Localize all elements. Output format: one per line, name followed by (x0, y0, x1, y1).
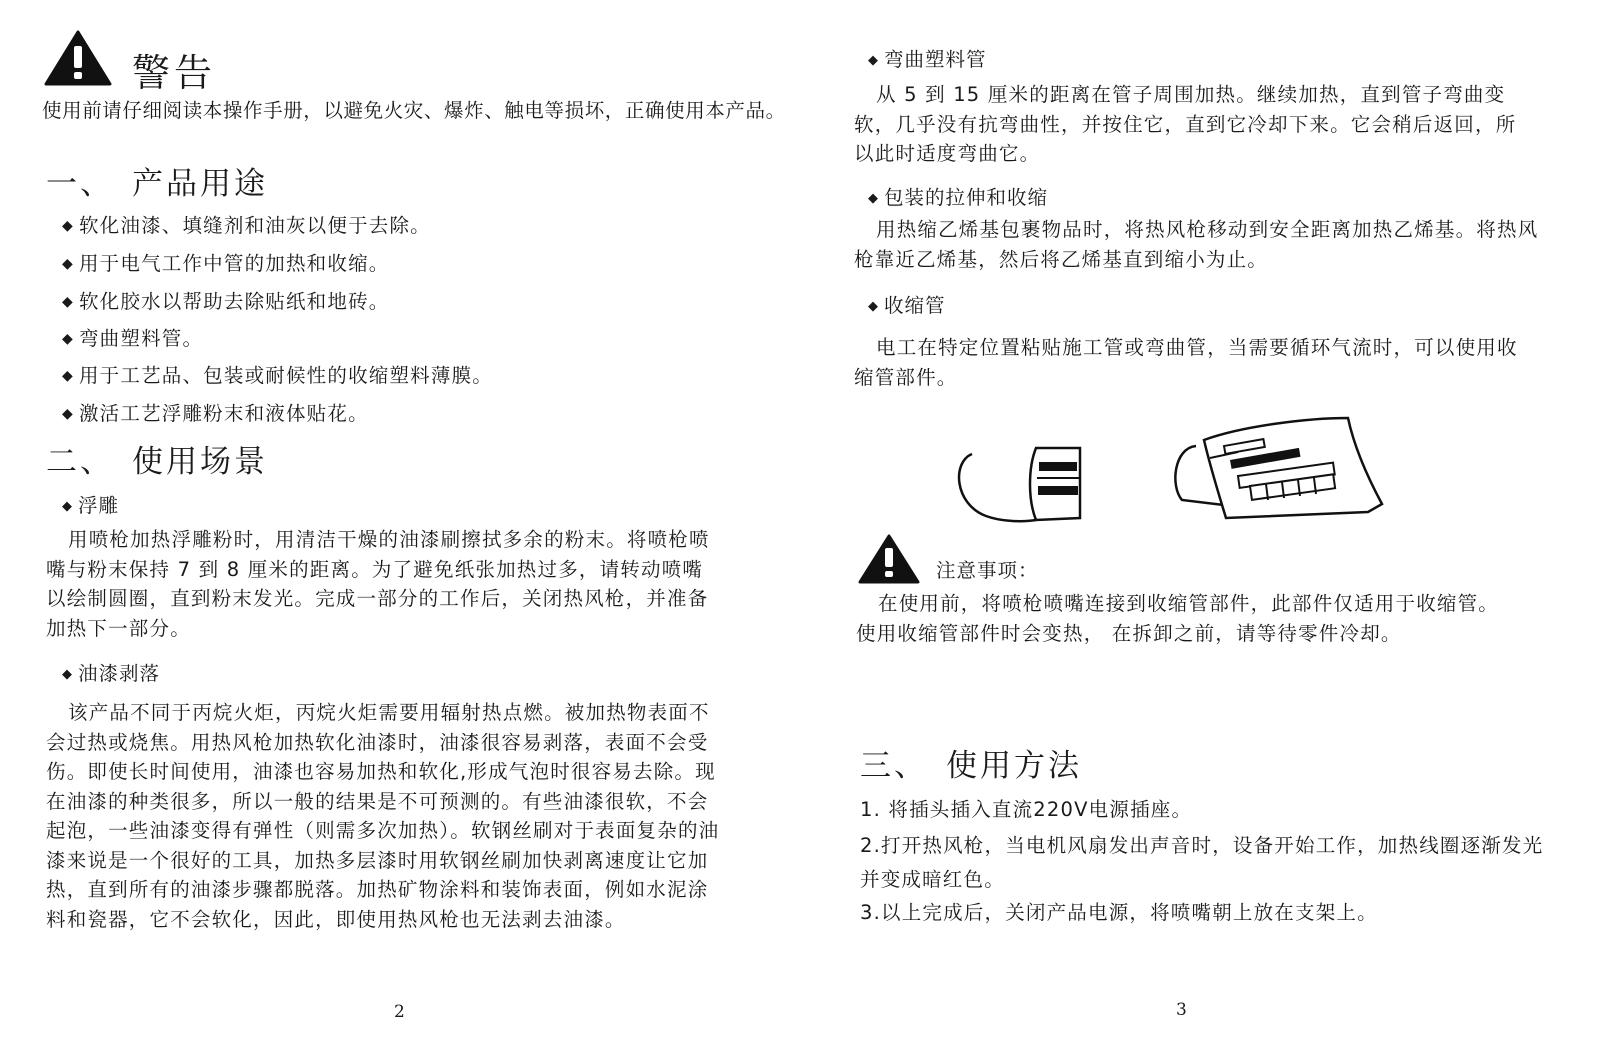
usage-step-1: 1. 将插头插入直流220V电源插座。 (860, 798, 1193, 821)
section1-number: 一、 (46, 166, 114, 202)
usage-step-2: 2.打开热风枪，当电机风扇发出声音时，设备开始工作，加热线圈逐渐发光并变成暗红色。 (860, 834, 1544, 891)
usage-step-3: 3.以上完成后，关闭产品电源，将喷嘴朝上放在支架上。 (860, 901, 1378, 924)
usage-item: ◆ 用于工艺品、包装或耐候性的收缩塑料薄膜。 (62, 360, 493, 388)
hot-air-gun-icon (1168, 412, 1386, 522)
usage-item: ◆ 软化胶水以帮助去除贴纸和地砖。 (62, 286, 389, 314)
warning-triangle-icon (44, 30, 112, 86)
scene-shrink-tube-title: ◆ 收缩管 (868, 290, 946, 318)
section3-heading (860, 740, 1082, 785)
scene-shrink-wrap-text: 用热缩乙烯基包裹物品时，将热风枪移动到安全距离加热乙烯基。将热风枪靠近乙烯基，然后将乙烯基直到缩小为止。 (854, 218, 1539, 271)
scene-paint-stripping-text: 该产品不同于丙烷火炬，丙烷火炬需要用辐射热点燃。被加热物表面不会过热或烧焦。用热风枪加热软化油漆时，油漆很容易剥落，表面不会受伤。即使长时间使用，油漆也容易加热和软化,形成气泡时很容易去除。现在油漆的种类很多，所以一般的结果是不可预测的。有些油漆很软，不会起泡，一些油漆变得有弹性（则需多次加热）。软钢丝刷对于表面复杂的油漆来说是一个很好的工具，加热多层漆时用软钢丝刷加快剥离速度让它加热，直到所有的油漆步骤都脱落。加热矿物涂料和装饰表面，例如水泥涂料和瓷器，它不会软化，因此，即使用热风枪也无法剥去油漆。 (46, 701, 720, 931)
warning-text: 使用前请仔细阅读本操作手册，以避免火灾、爆炸、触电等损坏，正确使用本产品。 (42, 99, 786, 122)
page-number-right: 3 (1176, 1000, 1187, 1020)
usage-item: ◆ 用于电气工作中管的加热和收缩。 (62, 248, 389, 276)
warning-title: 警告 (132, 51, 217, 95)
section2-heading (46, 436, 268, 481)
scene-embossing-text: 用喷枪加热浮雕粉时，用清洁干燥的油漆刷擦拭多余的粉末。将喷枪喷嘴与粉末保持 7 到 8 厘米的距离。为了避免纸张加热过多，请转动喷嘴以绘制圆圈，直到粉末发光。完成一部分的工作后，关闭热风枪，并准备加热下一部分。 (46, 528, 710, 640)
scene-bending-title: ◆ 弯曲塑料管 (868, 44, 987, 72)
page-right (800, 0, 1600, 1060)
section2-title: 使用场景 (132, 444, 268, 480)
usage-item: ◆ 弯曲塑料管。 (62, 323, 203, 351)
scene-paint-stripping-title: ◆ 油漆剥落 (62, 658, 160, 686)
section3-number: 三、 (860, 748, 928, 784)
section1-title: 产品用途 (132, 166, 268, 202)
scene-shrink-tube-text: 电工在特定位置粘贴施工管或弯曲管，当需要循环气流时，可以使用收缩管部件。 (854, 336, 1518, 389)
section1-heading (46, 158, 268, 203)
shrink-tube-nozzle-icon (950, 440, 1090, 524)
page-number-left: 2 (394, 1002, 405, 1022)
usage-item: ◆ 软化油漆、填缝剂和油灰以便于去除。 (62, 210, 431, 238)
notice-text: 在使用前，将喷枪喷嘴连接到收缩管部件，此部件仅适用于收缩管。 使用收缩管部件时会变热， 在拆卸之前，请等待零件冷却。 (856, 592, 1500, 645)
section2-number: 二、 (46, 444, 114, 480)
usage-item: ◆ 激活工艺浮雕粉末和液体贴花。 (62, 398, 369, 426)
section3-title: 使用方法 (946, 748, 1082, 784)
scene-bending-text: 从 5 到 15 厘米的距离在管子周围加热。继续加热，直到管子弯曲变软，几乎没有抗弯曲性，并按住它，直到它冷却下来。它会稍后返回，所以此时适度弯曲它。 (854, 83, 1517, 165)
notice-warning-triangle-icon (858, 534, 920, 584)
scene-shrink-wrap-title: ◆ 包装的拉伸和收缩 (868, 182, 1048, 210)
scene-embossing-title: ◆ 浮雕 (62, 490, 119, 518)
notice-title: 注意事项： (936, 559, 1039, 582)
